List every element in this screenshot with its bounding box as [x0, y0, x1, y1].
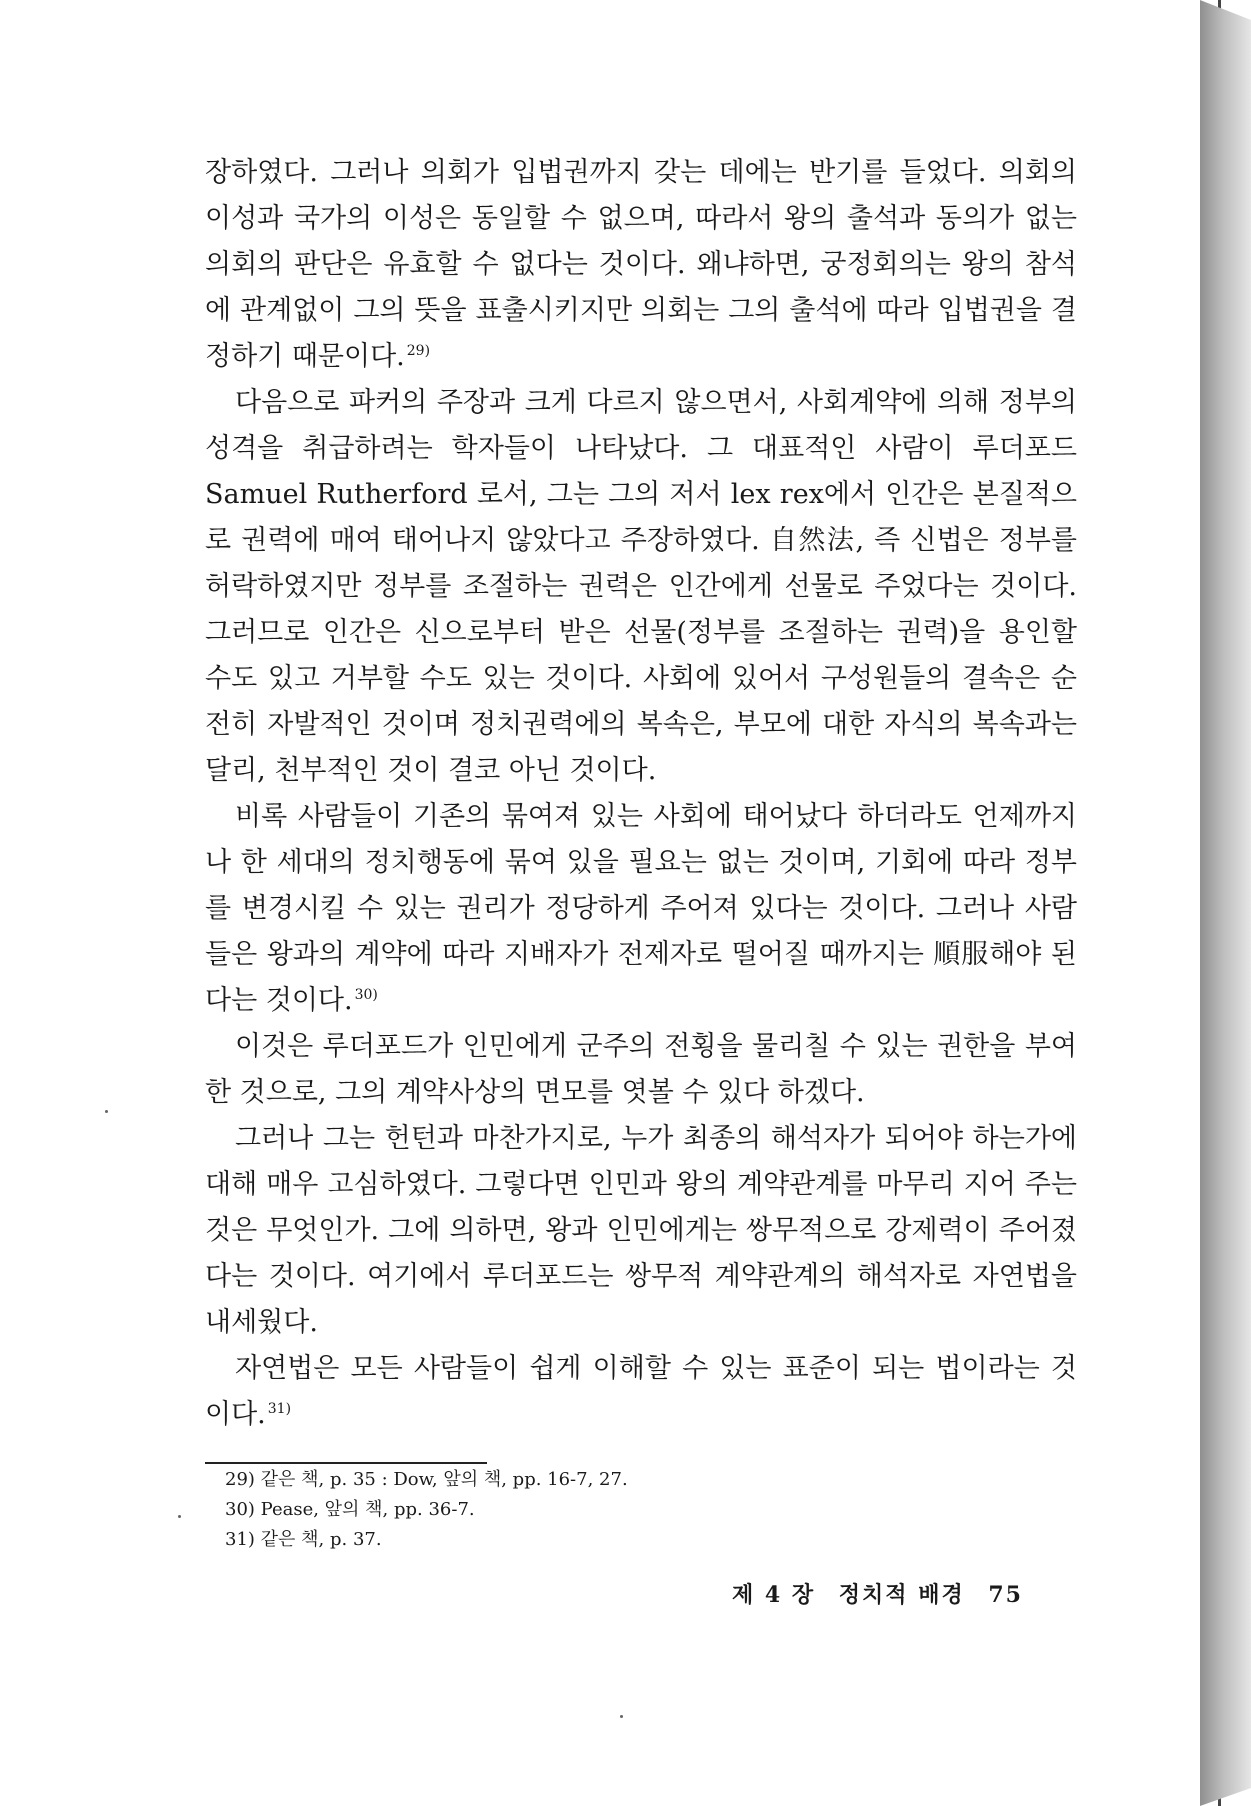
page-number: 75: [988, 1582, 1023, 1608]
footnote-ref-30: 30): [354, 987, 378, 1003]
footnotes: [225, 1465, 925, 1555]
paragraph-4: 이것은 루더포드가 인민에게 군주의 전횡을 물리칠 수 있는 권한을 부여한 것으로, 그의 계약사상의 면모를 엿볼 수 있다 하겠다.: [205, 1031, 1077, 1108]
book-page-edge: [1200, 0, 1251, 1806]
paragraph-3-text: 비록 사람들이 기존의 묶여져 있는 사회에 태어났다 하더라도 언제까지나 한 세대의 정치행동에 묶여 있을 필요는 없는 것이며, 기회에 따라 정부를 변경시킬 수 있는 권리가 정당하게 주어져 있다는 것이다. 그러나 사람들은 왕과의 계약에 따라 지배자가 전제자로 떨어질 때까지는 順服해야 된다는 것이다.: [205, 801, 1077, 1016]
footnote-30: 30) Pease, 앞의 책, pp. 36-7.: [225, 1499, 475, 1520]
scan-speck: [105, 1110, 108, 1113]
footnote-29: 29) 같은 책, p. 35 : Dow, 앞의 책, pp. 16-7, 27.: [225, 1469, 628, 1490]
footnote-ref-31: 31): [267, 1401, 292, 1417]
paragraph-6: [205, 1346, 1077, 1438]
paragraph-2: 다음으로 파커의 주장과 크게 다르지 않으면서, 사회계약에 의해 정부의 성격을 취급하려는 학자들이 나타났다. 그 대표적인 사람이 루더포드 Samuel Rutherford 로서, 그는 그의 저서 lex rex에서 인간은 본질적으로 권력에 매여 태어나지 않았다고 주장하였다. 自然法, 즉 신법은 정부를 허락하였지만 정부를 조절하는 권력은 인간에게 선물로 주었다는 것이다. 그러므로 인간은 신으로부터 받은 선물(정부를 조절하는 권력)을 용인할 수도 있고 거부할 수도 있는 것이다. 사회에 있어서 구성원들의 결속은 순전히 자발적인 것이며 정치권력에의 복속은, 부모에 대한 자식의 복속과는 달리, 천부적인 것이 결코 아닌 것이다.: [205, 387, 1077, 786]
chapter-label: 제 4 장: [731, 1582, 816, 1608]
footnote-separator: [205, 1462, 487, 1464]
paragraph-3: [205, 794, 1077, 1024]
running-footer: [718, 1578, 1023, 1609]
paragraph-1-text: 장하였다. 그러나 의회가 입법권까지 갖는 데에는 반기를 들었다. 의회의 이성과 국가의 이성은 동일할 수 없으며, 따라서 왕의 출석과 동의가 없는 의회의 판단은 유효할 수 없다는 것이다. 왜냐하면, 궁정회의는 왕의 참석에 관계없이 그의 뜻을 표출시키지만 의회는 그의 출석에 따라 입법권을 결정하기 때문이다.: [205, 157, 1077, 372]
scan-speck: [178, 1515, 181, 1518]
paragraph-5: 그러나 그는 헌턴과 마찬가지로, 누가 최종의 해석자가 되어야 하는가에 대해 매우 고심하였다. 그렇다면 인민과 왕의 계약관계를 마무리 지어 주는 것은 무엇인가. 그에 의하면, 왕과 인민에게는 쌍무적으로 강제력이 주어졌다는 것이다. 여기에서 루더포드는 쌍무적 계약관계의 해석자로 자연법을 내세웠다.: [205, 1123, 1077, 1338]
scan-speck: [620, 1715, 623, 1718]
footnote-ref-29: 29): [406, 343, 431, 359]
paragraph-6-text: 자연법은 모든 사람들이 쉽게 이해할 수 있는 표준이 되는 법이라는 것이다.: [205, 1353, 1077, 1430]
body-text: [205, 150, 1077, 1438]
chapter-title: 정치적 배경: [838, 1582, 965, 1608]
paragraph-1: [205, 150, 1077, 380]
footnote-31: 31) 같은 책, p. 37.: [225, 1529, 382, 1550]
